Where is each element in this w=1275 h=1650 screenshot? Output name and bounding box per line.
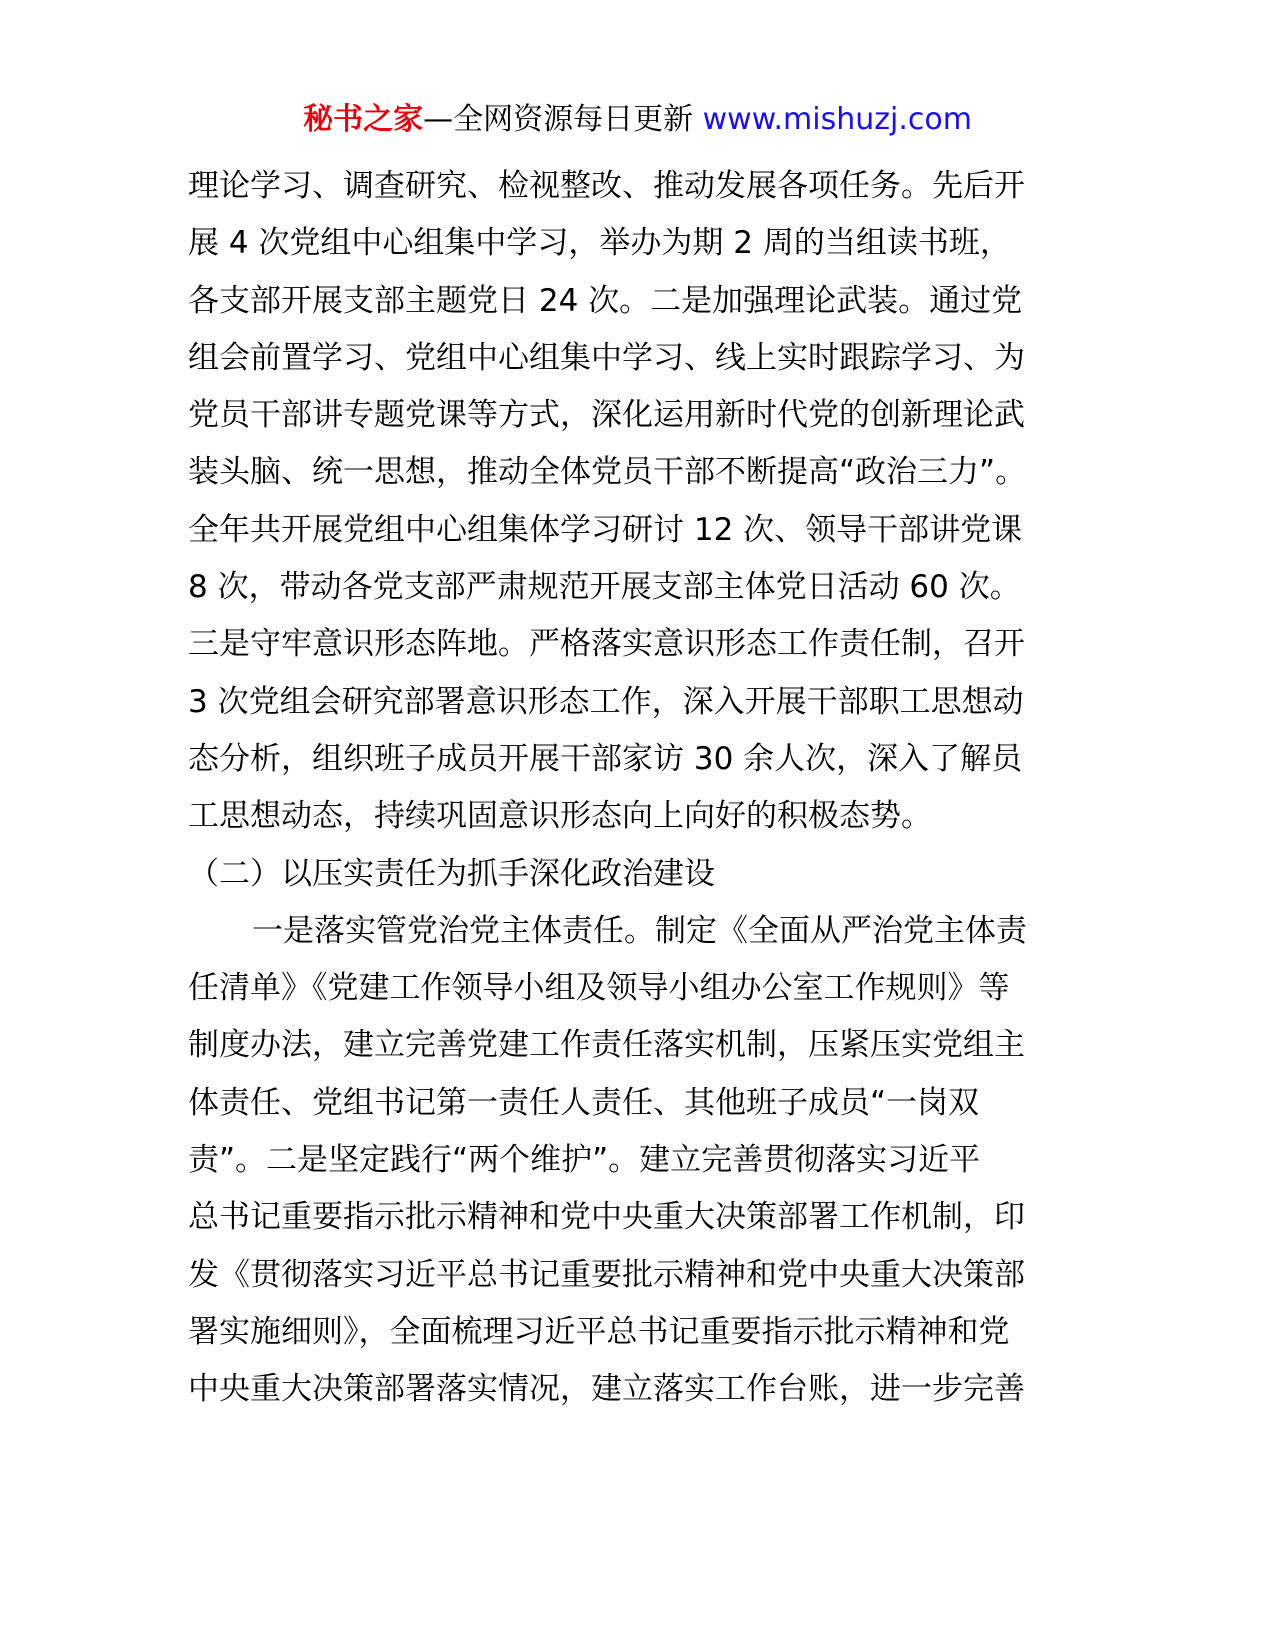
- text-line: 三是守牢意识形态阵地。严格落实意识形态工作责任制，召开: [188, 626, 1025, 663]
- section-heading: （二）以压实责任为抓手深化政治建设: [188, 855, 715, 892]
- text-line: 各支部开展支部主题党日 24 次。二是加强理论武装。通过党: [188, 282, 1023, 319]
- paragraph-1: [188, 158, 1088, 846]
- text-line: 态分析，组织班子成员开展干部家访 30 余人次，深入了解员: [188, 740, 1023, 777]
- site-url-link[interactable]: www.mishuzj.com: [702, 102, 972, 137]
- site-tagline: —全网资源每日更新: [423, 102, 703, 137]
- document-body: [188, 158, 1088, 1419]
- text-line: 党员干部讲专题党课等方式，深化运用新时代党的创新理论武: [188, 397, 1025, 434]
- text-line: 8 次，带动各党支部严肃规范开展支部主体党日活动 60 次。: [188, 569, 1021, 606]
- text-line: 署实施细则》，全面梳理习近平总书记重要指示批示精神和党: [188, 1313, 1010, 1350]
- text-line: 中央重大决策部署落实情况，建立落实工作台账，进一步完善: [188, 1371, 1025, 1408]
- page-header: [0, 98, 1275, 142]
- text-line: 全年共开展党组中心组集体学习研讨 12 次、领导干部讲党课: [188, 511, 1023, 548]
- text-line: 发《贯彻落实习近平总书记重要批示精神和党中央重大决策部: [188, 1256, 1025, 1293]
- text-line: 3 次党组会研究部署意识形态工作，深入开展干部职工思想动: [188, 683, 1024, 720]
- text-line: 任清单》《党建工作领导小组及领导小组办公室工作规则》等: [188, 970, 1010, 1007]
- text-line: 装头脑、统一思想，推动全体党员干部不断提高“政治三力”。: [188, 454, 1027, 491]
- paragraph-2: [188, 903, 1088, 1419]
- text-line: 工思想动态，持续巩固意识形态向上向好的积极态势。: [188, 798, 932, 835]
- text-line: 组会前置学习、党组中心组集中学习、线上实时跟踪学习、为: [188, 339, 1025, 376]
- text-line: 体责任、党组书记第一责任人责任、其他班子成员“一岗双: [188, 1084, 980, 1121]
- text-line: 展 4 次党组中心组集中学习，举办为期 2 周的当组读书班，: [188, 225, 1011, 262]
- text-line: 制度办法，建立完善党建工作责任落实机制，压紧压实党组主: [188, 1027, 1025, 1064]
- text-line: 理论学习、调查研究、检视整改、推动发展各项任务。先后开: [188, 168, 1025, 204]
- text-line: 责”。二是坚定践行“两个维护”。建立完善贯彻落实习近平: [188, 1142, 981, 1179]
- text-line: 总书记重要指示批示精神和党中央重大决策部署工作机制，印: [188, 1199, 1025, 1236]
- text-line: 一是落实管党治党主体责任。制定《全面从严治党主体责: [252, 912, 1027, 949]
- site-name: 秘书之家: [303, 102, 424, 137]
